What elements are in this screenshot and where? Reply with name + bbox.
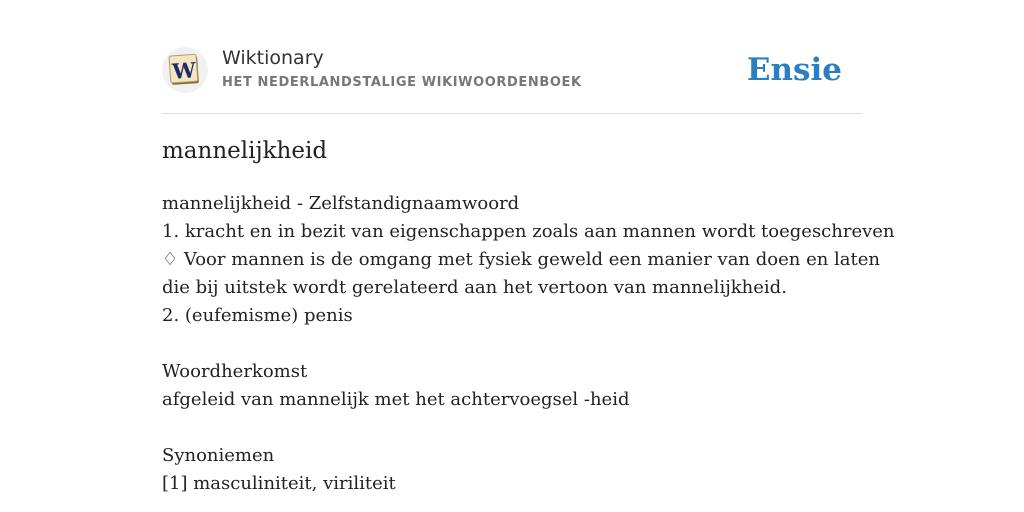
example-1-line-1: ♢ Voor mannen is de omgang met fysiek geweld een manier van doen en laten (162, 249, 881, 270)
etymology-heading: Woordherkomst (162, 361, 308, 382)
synonyms-text: [1] masculiniteit, viriliteit (162, 473, 396, 494)
site-header (162, 0, 862, 114)
page-container (162, 0, 895, 494)
entry-body (162, 190, 895, 498)
definition-2: 2. (eufemisme) penis (162, 305, 353, 326)
site-tagline: HET NEDERLANDSTALIGE WIKIWOORDENBOEK (222, 75, 582, 90)
wiktionary-logo-icon[interactable] (162, 47, 208, 93)
entry-heading: mannelijkheid - Zelfstandignaamwoord (162, 193, 520, 214)
synonyms-heading: Synoniemen (162, 445, 275, 466)
etymology-text: afgeleid van mannelijk met het achtervoegsel -heid (162, 389, 630, 410)
definition-1: 1. kracht en in bezit van eigenschappen zoals aan mannen wordt toegeschreven (162, 221, 895, 242)
spacer (162, 414, 862, 442)
example-1-line-2: die bij uitstek wordt gerelateerd aan het vertoon van mannelijkheid. (162, 277, 787, 298)
logo-letter: W (171, 57, 197, 84)
spacer (162, 330, 862, 358)
ensie-brand-link[interactable]: Ensie (746, 52, 842, 88)
site-name[interactable]: Wiktionary (222, 47, 324, 69)
wiktionary-tile-icon (168, 53, 202, 87)
page-title: mannelijkheid (162, 138, 328, 164)
